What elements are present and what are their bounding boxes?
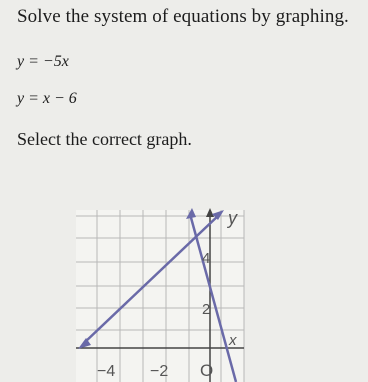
- x-axis-label: x: [229, 332, 237, 349]
- equation-1: y = −5x: [17, 53, 69, 70]
- question-prompt: Solve the system of equations by graphing.: [17, 6, 349, 27]
- select-instruction: Select the correct graph.: [17, 129, 192, 149]
- tick-label-y-2: 2: [202, 301, 211, 318]
- y-axis-label: y: [228, 208, 237, 228]
- origin-label: O: [200, 361, 214, 380]
- graph-background: [76, 210, 244, 382]
- equation-2: y = x − 6: [17, 90, 77, 107]
- tick-label-y-4: 4: [202, 250, 211, 267]
- tick-label-x-neg2: −2: [150, 363, 169, 380]
- tick-label-x-neg4: −4: [97, 363, 116, 380]
